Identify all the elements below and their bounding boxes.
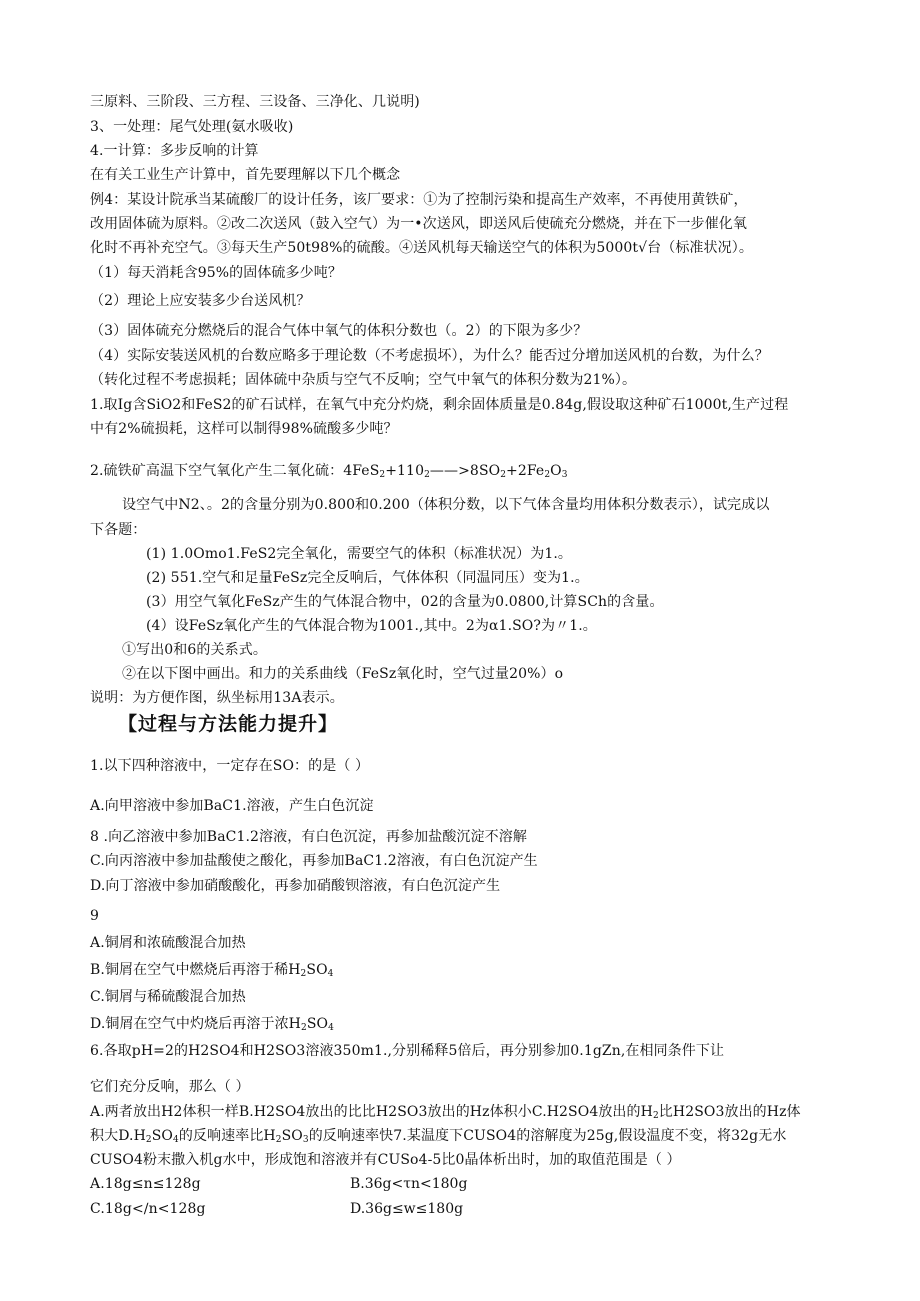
answer-option: A.向甲溶液中参加BaC1.溶液，产生白色沉淀 [90, 798, 374, 814]
question-stem: 它们充分反响，那么（ ） [90, 1079, 250, 1095]
equation-line: 2.硫铁矿高温下空气氧化产生二氧化硫：$4FeS_2+110_2——>8SO_2+2Fe_2O_3$ [90, 463, 568, 480]
question-item: (4）设FeSz氧化产生的气体混合物为1001.,其中。2为α1.SO?为〃1.。 [146, 618, 597, 634]
text-line: （转化过程不考虑损耗；固体硫中杂质与空气不反响；空气中氧气的体积分数为21%）。 [90, 372, 637, 388]
answer-option: D.36g≤w≤180g [350, 1201, 464, 1217]
text-line: 改用固体硫为原料。②改二次送风（鼓入空气）为一•次送风，即送风后使硫充分燃烧，并在下一步催化氧 [90, 216, 747, 232]
answer-option: A.铜屑和浓硫酸混合加热 [90, 935, 246, 951]
question-item: （1）每天消耗含95%的固体硫多少吨？ [90, 265, 342, 281]
answer-option: A.两者放出H2体积一样B.H2SO4放出的比比H2SO3放出的Hz体积小C.H2SO4放出的$H_2$比H2SO3放出的Hz体 [90, 1104, 801, 1121]
question-item: （4）实际安装送风机的台数应略多于理论数（不考虑损坏），为什么？能否过分增加送风机的台数，为什么？ [90, 348, 769, 364]
answer-option: C.18g<∕n<128g [90, 1201, 206, 1217]
text-line: 中有2%硫损耗，这样可以制得98%硫酸多少吨？ [90, 421, 398, 437]
answer-option: 积大$D.H_2SO_4$的反响速率比$H_2SO_3$的反响速率快7.某温度下CUSO4的溶解度为25g,假设温度不变，将32g无水 [90, 1128, 787, 1145]
text-line: 3、一处理：尾气处理(氨水吸收) [90, 119, 294, 135]
question-item: ①写出0和6的关系式。 [122, 642, 267, 658]
text-line: 在有关工业生产计算中，首先要理解以下几个概念 [90, 167, 401, 183]
section-heading: 【过程与方法能力提升】 [118, 713, 339, 735]
answer-option: 8 .向乙溶液中参加BaC1.2溶液，有白色沉淀，再参加盐酸沉淀不溶解 [90, 829, 527, 845]
question-item: ②在以下图中画出。和力的关系曲线（FeSz氧化时，空气过量20%）o [122, 666, 564, 682]
text-line: 1.取Ig含SiO2和FeS2的矿石试样，在氧气中充分灼烧，剩余固体质量是0.84g,假设取这种矿石1000t,生产过程 [90, 397, 789, 413]
text-line: 三原料、三阶段、三方程、三设备、三净化、几说明) [90, 94, 420, 110]
text-line: 例4：某设计院承当某硫酸厂的设计任务，该厂要求：①为了控制污染和提高生产效率，不再使用黄铁矿， [90, 192, 748, 208]
text-line: 4.一计算：多步反响的计算 [90, 143, 259, 159]
question-stem: CUSO4粉末撒入机g水中，形成饱和溶液并有CUSo4-5比0晶体析出时，加的取值范围是（ ） [90, 1152, 681, 1168]
question-item: (1) 1.0Omo1.FeS2完全氧化，需要空气的体积（标准状况）为1.。 [146, 546, 572, 562]
text-line: 下各题： [90, 522, 147, 538]
answer-option: C.铜屑与稀硫酸混合加热 [90, 989, 246, 1005]
answer-option: C.向丙溶液中参加盐酸使之酸化，再参加BaC1.2溶液，有白色沉淀产生 [90, 853, 538, 869]
question-stem: 6.各取pH=2的H2SO4和H2SO3溶液350m1.,分别稀释5倍后，再分别参加0.1gZn,在相同条件下让 [90, 1043, 725, 1059]
answer-option: A.18g≤n≤128g [90, 1176, 201, 1192]
answer-option: B.36g<τn<180g [350, 1176, 468, 1192]
question-stem: 9 [90, 908, 100, 924]
answer-option: D.铜屑在空气中灼烧后再溶于浓$H_2SO_4$ [90, 1016, 334, 1033]
question-item: （3）固体硫充分燃烧后的混合气体中氧气的体积分数也（。2）的下限为多少？ [90, 323, 588, 339]
question-item: （2）理论上应安装多少台送风机？ [90, 293, 311, 309]
text-line: 化时不再补充空气。③每天生产50t98%的硫酸。④送风机每天输送空气的体积为5000t√台（标准状况）。 [90, 240, 753, 256]
question-item: (2) 551.空气和足量FeSz完全反响后，气体体积（同温同压）变为1.。 [146, 570, 589, 586]
text-line: 设空气中N2、。2的含量分别为0.800和0.200（体积分数，以下气体含量均用体积分数表示），试完成以 [122, 497, 770, 513]
text-line: 说明：为方便作图，纵坐标用13A表示。 [90, 690, 344, 706]
question-item: (3）用空气氧化FeSz产生的气体混合物中，02的含量为0.0800,计算SCh的含量。 [146, 594, 664, 610]
answer-option: B.铜屑在空气中燃烧后再溶于稀$H_2SO_4$ [90, 962, 334, 979]
answer-option: D.向丁溶液中参加硝酸酸化，再参加硝酸钡溶液，有白色沉淀产生 [90, 878, 501, 894]
question-stem: 1.以下四种溶液中，一定存在SO：的是（ ） [90, 758, 370, 774]
